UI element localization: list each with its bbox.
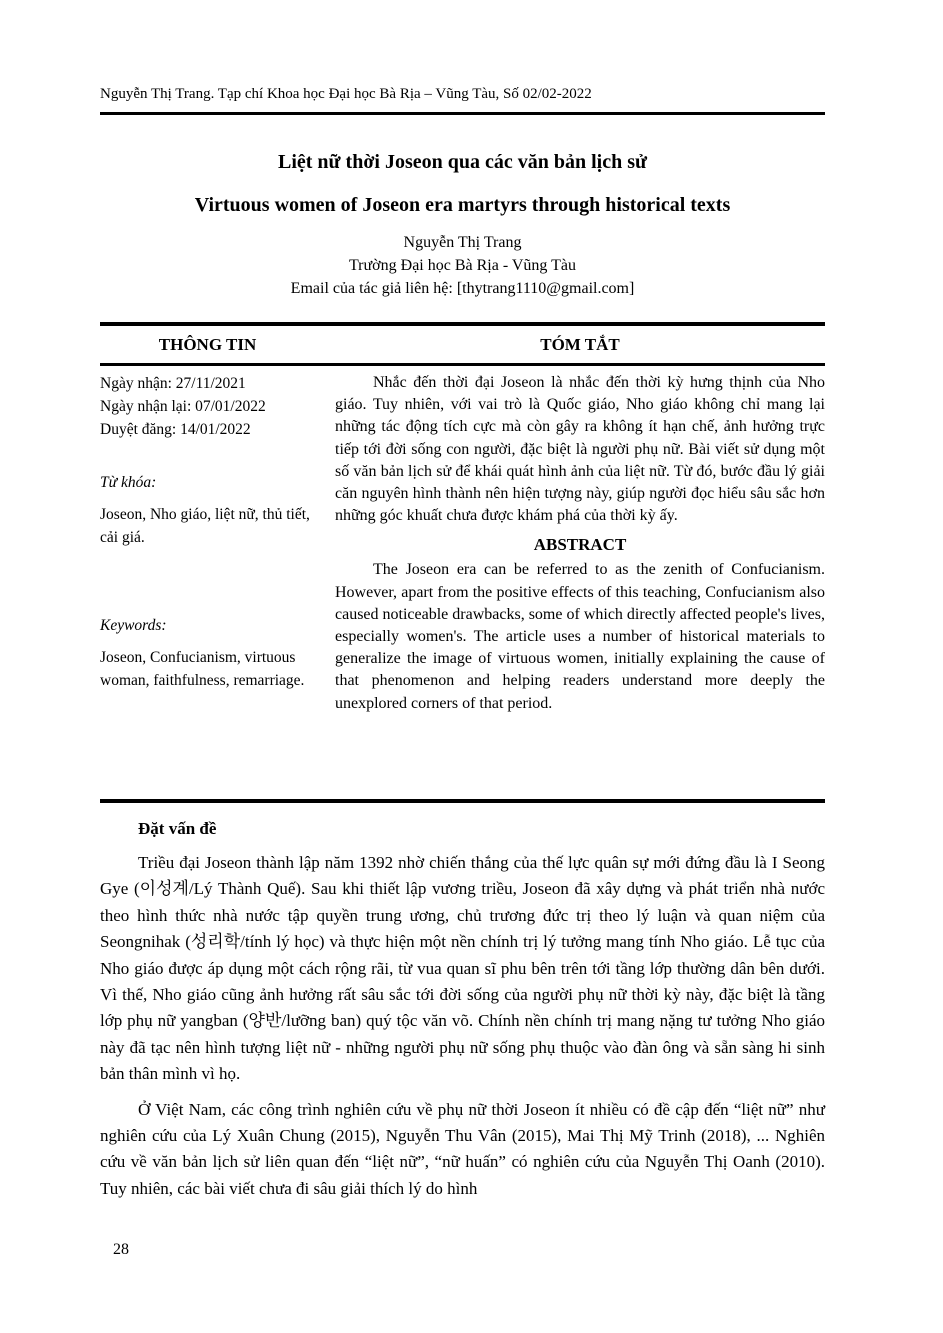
body-paragraph: Ở Việt Nam, các công trình nghiên cứu về phụ nữ thời Joseon ít nhiều có đề cập đến “liệt nữ” như nghiên cứu của Lý Xuân Chung (2015), Nguyễn Thu Vân (2015), Mai Thị Mỹ Trinh (2018), ... Nghiên cứu về văn bản lịch sử liên quan đến “liệt nữ”, “nữ huấn” có nghiên cứu của Nguyễn Thị Oanh (2010). Tuy nhiên, các bài viết chưa đi sâu giải thích lý do hình <box>100 1099 825 1198</box>
info-column <box>100 372 335 792</box>
article-page <box>100 0 825 1202</box>
received-dates <box>100 372 315 441</box>
date-revised: Ngày nhận lại: 07/01/2022 <box>100 398 266 415</box>
info-column-header: THÔNG TIN <box>158 335 257 354</box>
section-heading-dat-van-de: Đặt vấn đề <box>138 819 217 838</box>
body-paragraph: Triều đại Joseon thành lập năm 1392 nhờ chiến thắng của thế lực quân sự mới đứng đầu là I Seong Gye (이성계/Lý Thành Quế). Sau khi thiết lập vương triều, Joseon đã xây dựng và phát triển nhà nước theo hình thức nhà nước tập quyền trung ương, chủ trương đức trị theo lý luận và quan niệm của Seongnihak (성리학/tính lý học) và thực hiện một nền chính trị lý tưởng mang tính Nho giáo. Lễ tục của Nho giáo được áp dụng một cách rộng rãi, từ vua quan sĩ phu bên trên tới tầng lớp thường dân bên dưới. Vì thế, Nho giáo cũng ảnh hưởng rất sâu sắc tới đời sống của người phụ nữ thời kỳ này, đặc biệt là tầng lớp phụ nữ yangban (양반/lưỡng ban) quý tộc văn võ. Chính nền chính trị mang nặng tư tưởng Nho giáo này đã tạc nên hình tượng liệt nữ - những người phụ nữ sống phụ thuộc vào đàn ông và sẵn sàng hi sinh bản thân mình vì họ. <box>100 853 825 1084</box>
table-body-row <box>100 366 825 803</box>
author-block <box>100 231 825 300</box>
page-number: 28 <box>113 1241 129 1258</box>
abstract-english-heading: ABSTRACT <box>533 535 627 555</box>
keywords-vi: Joseon, Nho giáo, liệt nữ, thủ tiết, cải giá. <box>100 506 310 546</box>
table-header-row <box>100 326 825 366</box>
author-name: Nguyễn Thị Trang <box>403 234 522 251</box>
keywords-en: Joseon, Confucianism, virtuous woman, faithfulness, remarriage. <box>100 649 305 689</box>
keywords-vi-label: Từ khóa: <box>100 474 157 491</box>
info-abstract-table <box>100 322 825 803</box>
keywords-en-label: Keywords: <box>100 617 167 634</box>
abstract-english: The Joseon era can be referred to as the zenith of Confucianism. However, apart from the positive effects of this teaching, Confucianism also caused noticeable drawbacks, some of which directly affected people's lives, especially women's. The article uses a number of historical materials to generalize the image of virtuous women, initially explaining the cause of that phenomenon and helping readers understand more deeply the unexplored corners of that period. <box>335 561 825 712</box>
date-received: Ngày nhận: 27/11/2021 <box>100 375 246 392</box>
abstract-column <box>335 372 825 792</box>
author-email-line: Email của tác giả liên hệ: [thytrang1110@gmail.com] <box>290 280 635 297</box>
article-title-vietnamese: Liệt nữ thời Joseon qua các văn bản lịch sử <box>277 151 648 173</box>
abstract-vietnamese: Nhắc đến thời đại Joseon là nhắc đến thời kỳ hưng thịnh của Nho giáo. Tuy nhiên, với vai trò là Quốc giáo, Nho giáo không chỉ mang lại những tác động tích cực mà còn gây ra không ít hạn chế, ảnh hưởng trực tiếp tới đời sống con người, đặc biệt là người phụ nữ. Bài viết sử dụng một số văn bản lịch sử để khái quát hình ảnh của liệt nữ. Từ đó, bước đầu lý giải căn nguyên hình thành nên hiện tượng này, giúp người đọc hiểu sâu sắc hơn những góc khuất chưa được khám phá của thời kỳ ấy. <box>335 374 825 525</box>
date-accepted: Duyệt đăng: 14/01/2022 <box>100 421 251 438</box>
abstract-column-header: TÓM TẮT <box>540 335 620 354</box>
running-head: Nguyễn Thị Trang. Tạp chí Khoa học Đại học Bà Rịa – Vũng Tàu, Số 02/02-2022 <box>100 86 592 102</box>
author-affiliation: Trường Đại học Bà Rịa - Vũng Tàu <box>348 257 577 274</box>
header-rule <box>100 112 825 115</box>
article-title-english: Virtuous women of Joseon era martyrs through historical texts <box>194 194 731 216</box>
